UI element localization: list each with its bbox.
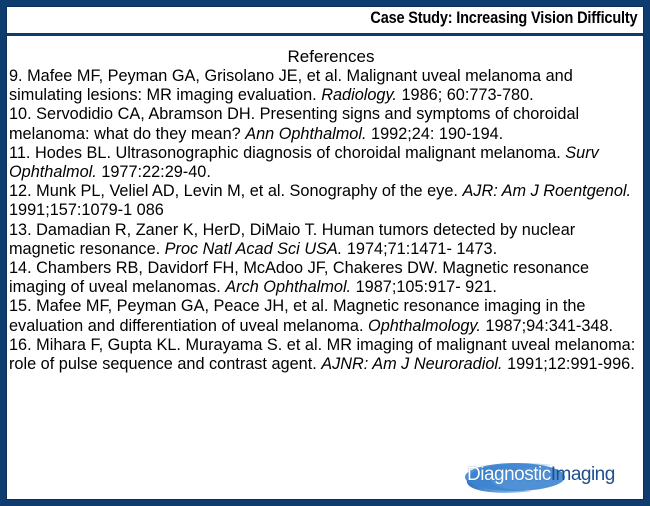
reference-item: 11. Hodes BL. Ultrasonographic diagnosis of choroidal malignant melanoma. Surv Ophthalmol. 1977:22:29-40. xyxy=(9,143,599,182)
reference-item: 12. Munk PL, Veliel AD, Levin M, et al. Sonography of the eye. AJR: Am J Roentgenol. 1991;157:1079-1 086 xyxy=(9,182,632,220)
reference-item: 10. Servodidio CA, Abramson DH. Presenting signs and symptoms of choroidal melanoma: what do they mean? Ann Ophthalmol. 1992;24: 190-194. xyxy=(9,105,580,143)
journal-name: Ophthalmology. xyxy=(368,316,481,335)
header-divider xyxy=(7,33,643,36)
journal-name: AJNR: Am J Neuroradiol. xyxy=(321,355,503,374)
journal-name: Proc Natl Acad Sci USA. xyxy=(164,239,343,258)
reference-item: 13. Damadian R, Zaner K, HerD, DiMaio T. Human tumors detected by nuclear magnetic resonance. Proc Natl Acad Sci USA. 1974;71:1471- 1473. xyxy=(9,220,576,258)
journal-name: Arch Ophthalmol. xyxy=(225,278,352,297)
references-list xyxy=(9,67,637,374)
journal-name: Radiology. xyxy=(321,86,397,105)
logo-text: DiagnosticImaging xyxy=(467,464,615,485)
reference-item: 16. Mihara F, Gupta KL. Murayama S. et al. MR imaging of malignant uveal melanoma: role of pulse sequence and contrast agent. AJNR: Am J Neuroradiol. 1991;12:991-996. xyxy=(9,335,636,374)
reference-item: 9. Mafee MF, Peyman GA, Grisolano JE, et al. Malignant uveal melanoma and simulating lesions: MR imaging evaluation. Radiology. 1986; 60:773-780. xyxy=(9,67,573,105)
reference-item: 15. Mafee MF, Peyman GA, Peace JH, et al. Magnetic resonance imaging in the evaluation and differentiation of uveal melanoma. Ophthalmology. 1987;94:341-348. xyxy=(9,297,614,335)
journal-name: Ann Ophthalmol. xyxy=(245,124,367,143)
diagnostic-imaging-logo xyxy=(463,455,633,495)
section-title: References xyxy=(287,47,375,66)
slide xyxy=(6,6,644,500)
journal-name: Surv Ophthalmol. xyxy=(9,143,599,182)
journal-name: AJR: Am J Roentgenol. xyxy=(462,182,632,201)
reference-item: 14. Chambers RB, Davidorf FH, McAdoo JF, Chakeres DW. Magnetic resonance imaging of uveal melanomas. Arch Ophthalmol. 1987;105:917- 921. xyxy=(9,259,590,297)
slide-header-title: Case Study: Increasing Vision Difficulty xyxy=(369,9,637,27)
